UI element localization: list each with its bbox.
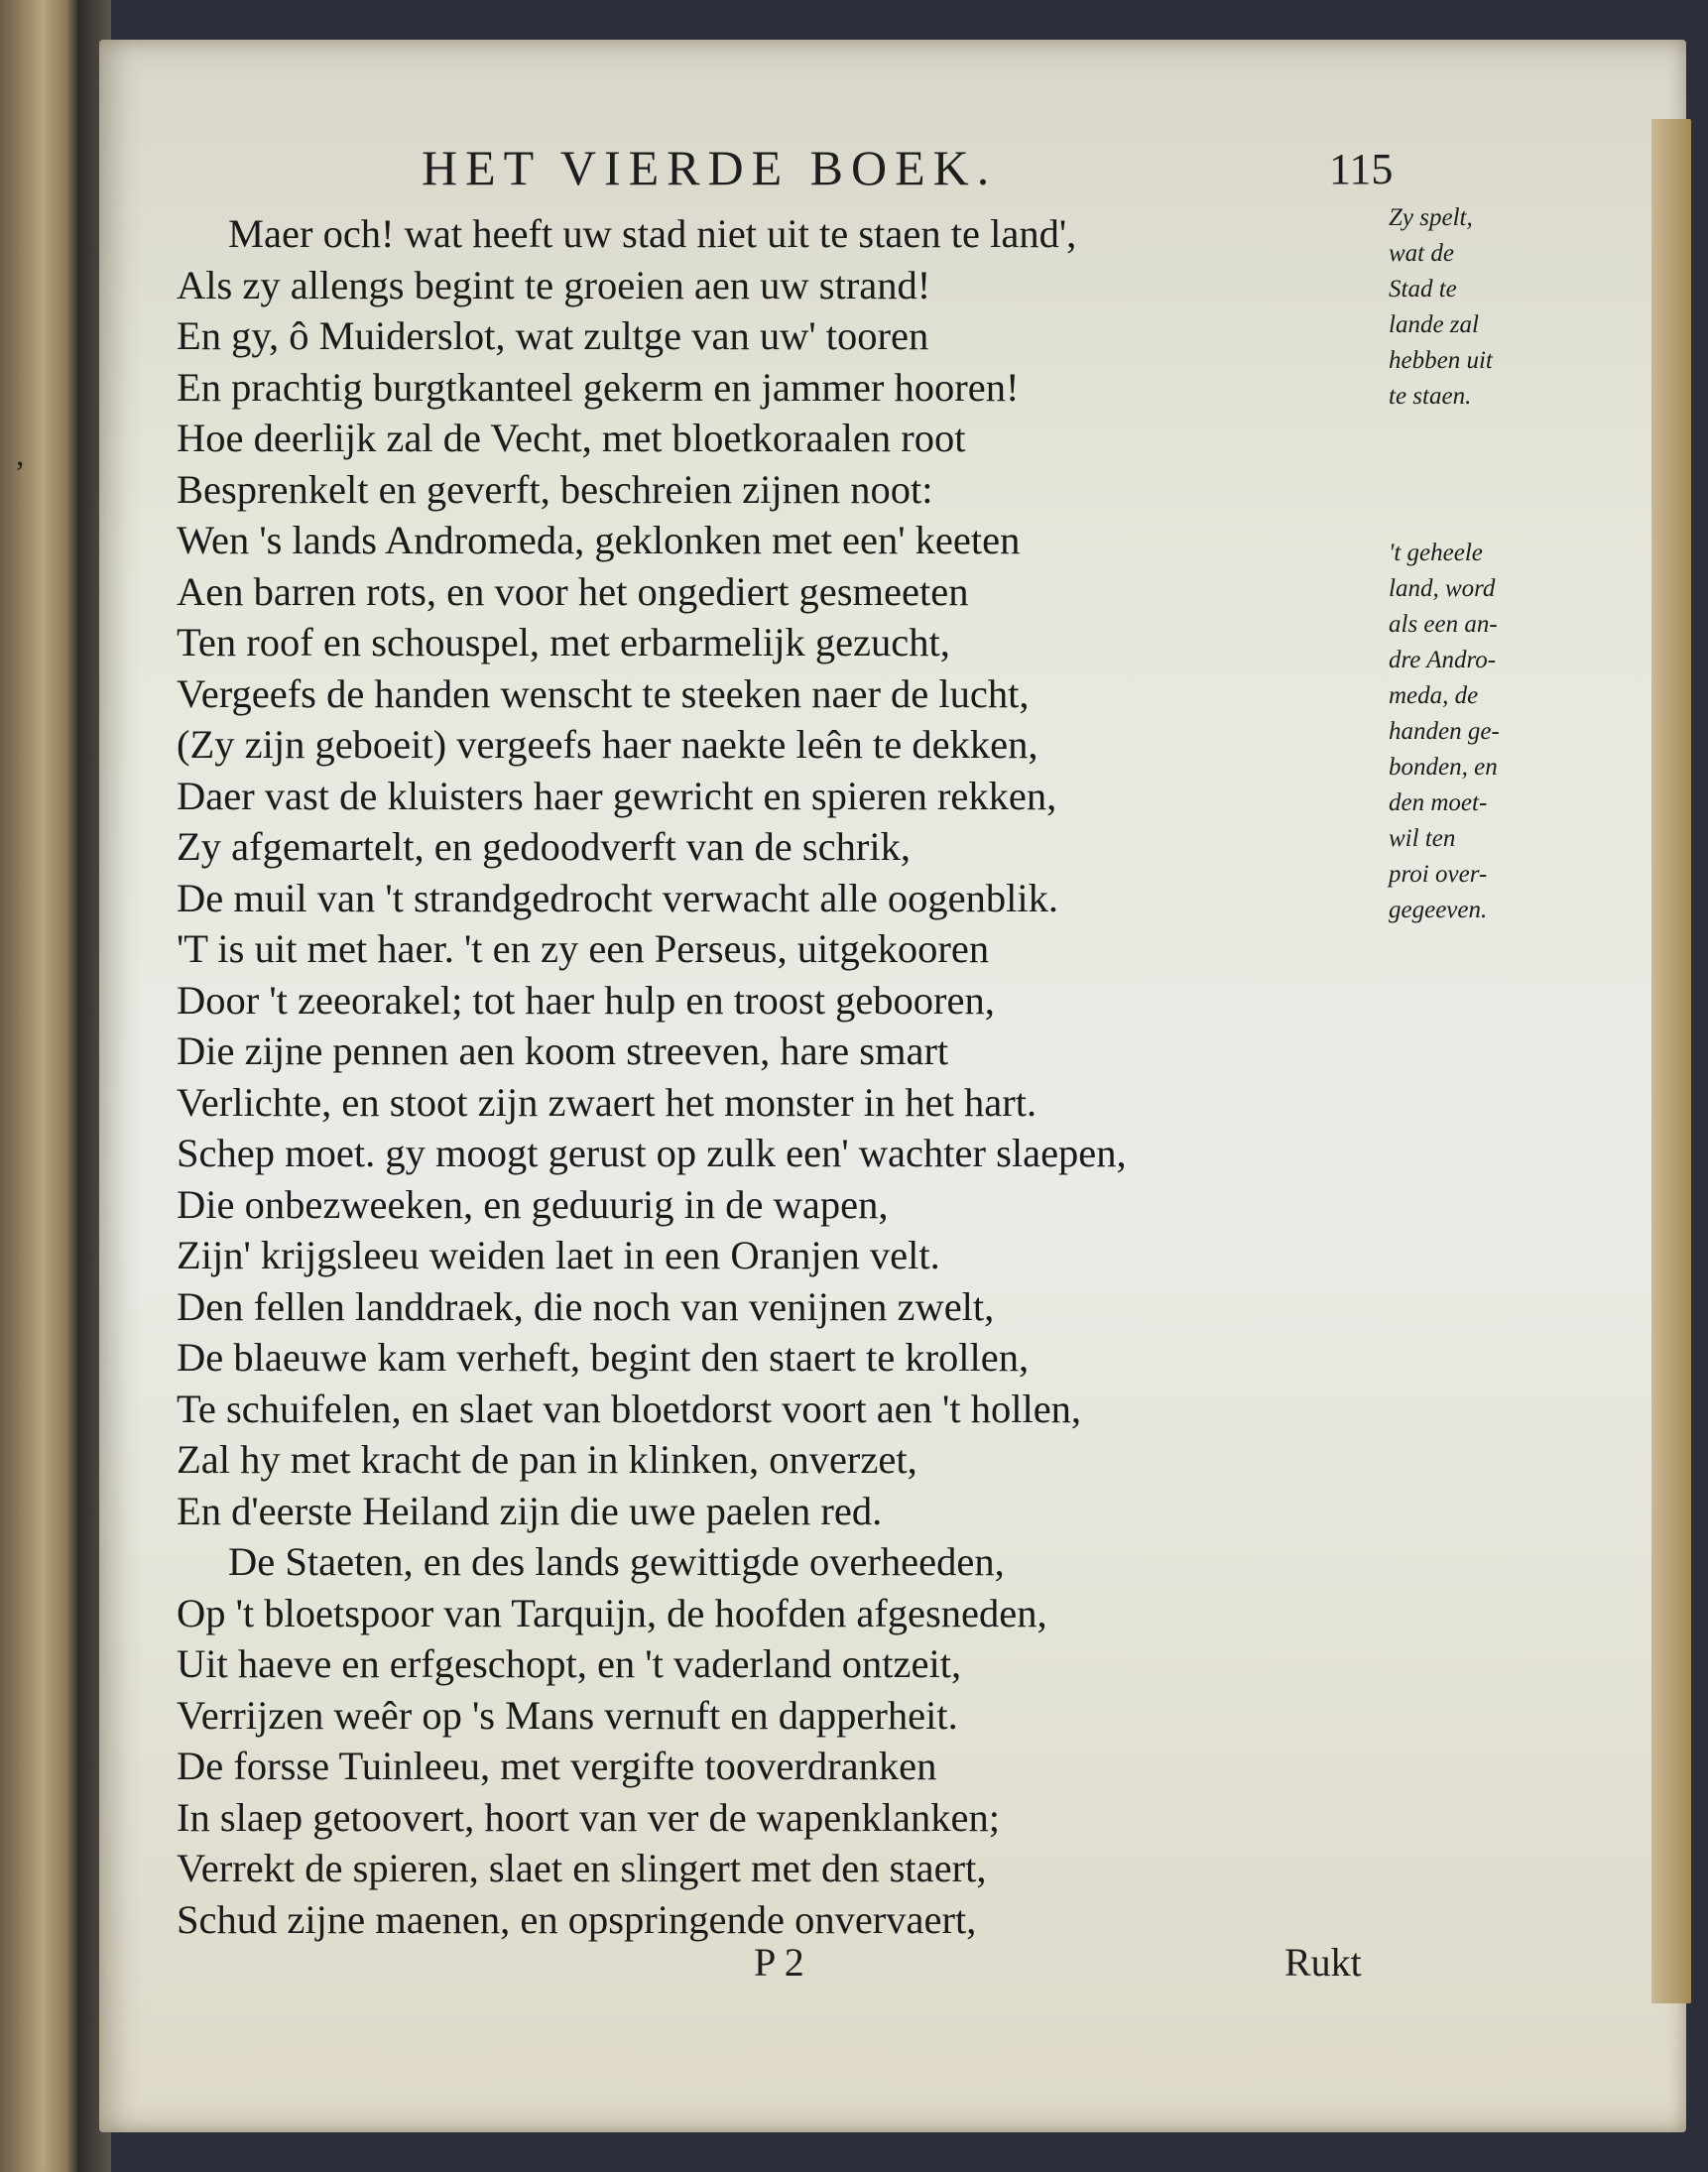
verse-line: Als zy allengs begint te groeien aen uw strand! bbox=[177, 262, 931, 307]
verse-line: Zal hy met kracht de pan in klinken, onverzet, bbox=[177, 1437, 917, 1482]
verse-line: De forsse Tuinleeu, met vergifte tooverdranken bbox=[177, 1744, 937, 1788]
verse-line: Vergeefs de handen wenscht te steeken naer de lucht, bbox=[177, 670, 1030, 716]
verse-line: Verlichte, en stoot zijn zwaert het monster in het hart. bbox=[177, 1079, 1037, 1125]
margin-note-line: meda, de bbox=[1389, 682, 1479, 709]
verse-line: Den fellen landdraek, die noch van venijnen zwelt, bbox=[177, 1283, 995, 1329]
page-number: 115 bbox=[1329, 145, 1394, 193]
verse-line: (Zy zijn geboeit) vergeefs haer naekte leên te dekken, bbox=[177, 722, 1038, 767]
margin-note-line: wil ten bbox=[1389, 825, 1456, 852]
margin-note-line: lande zal bbox=[1389, 311, 1479, 338]
verse-line: Maer och! wat heeft uw stad niet uit te staen te land', bbox=[228, 211, 1077, 256]
verse-line: Wen 's lands Andromeda, geklonken met een' keeten bbox=[177, 518, 1021, 562]
verse-line: De blaeuwe kam verheft, begint den staert te krollen, bbox=[177, 1335, 1030, 1380]
margin-note-line: bonden, en bbox=[1389, 754, 1498, 781]
margin-note-line: Stad te bbox=[1389, 276, 1457, 302]
left-page-edge bbox=[0, 0, 77, 2172]
margin-note-line: als een an- bbox=[1389, 611, 1498, 638]
verse-line: In slaep getoovert, hoort van ver de wapenklanken; bbox=[177, 1794, 1000, 1840]
verse-line: Aen barren rots, en voor het ongediert gesmeeten bbox=[177, 568, 969, 614]
verse-line: En d'eerste Heiland zijn die uwe paelen red. bbox=[177, 1488, 883, 1533]
verse-line: Zy afgemartelt, en gedoodverft van de schrik, bbox=[177, 824, 911, 869]
left-page-mark: , bbox=[16, 436, 25, 473]
verse-line: Uit haeve en erfgeschopt, en 't vaderland ontzeit, bbox=[177, 1641, 962, 1686]
margin-note bbox=[1389, 536, 1567, 928]
margin-note-line: wat de bbox=[1389, 240, 1454, 267]
margin-note-line: gegeeven. bbox=[1389, 897, 1488, 923]
verse-line: 'T is uit met haer. 't en zy een Perseus, uitgekooren bbox=[177, 926, 990, 971]
running-title: HET VIERDE BOEK. bbox=[422, 140, 998, 195]
verse-line: Verrijzen weêr op 's Mans vernuft en dapperheit. bbox=[177, 1692, 958, 1738]
verse-line: Te schuifelen, en slaet van bloetdorst voort aen 't hollen, bbox=[177, 1386, 1082, 1431]
verse-line: Hoe deerlijk zal de Vecht, met bloetkoraalen root bbox=[177, 416, 966, 460]
verse-line: Daer vast de kluisters haer gewricht en spieren rekken, bbox=[177, 773, 1057, 818]
verse-line: Verrekt de spieren, slaet en slingert met den staert, bbox=[177, 1846, 987, 1890]
catchword: Rukt bbox=[1284, 1940, 1362, 1985]
verse-line: Zijn' krijgsleeu weiden laet in een Oranjen velt. bbox=[177, 1233, 940, 1277]
verse-line: En gy, ô Muiderslot, wat zultge van uw' tooren bbox=[177, 313, 929, 358]
verse-line: Schep moet. gy moogt gerust op zulk een' wachter slaepen, bbox=[177, 1131, 1127, 1175]
margin-note-line: land, word bbox=[1389, 575, 1496, 602]
verse-line: De muil van 't strandgedrocht verwacht alle oogenblik. bbox=[177, 875, 1059, 920]
margin-note-line: hebben uit bbox=[1389, 347, 1493, 374]
verse-line: De Staeten, en des lands gewittigde overheeden, bbox=[228, 1539, 1005, 1584]
verse-line: Die zijne pennen aen koom streeven, hare smart bbox=[177, 1028, 949, 1073]
poem-text bbox=[177, 208, 1397, 1945]
margin-note-line: dre Andro- bbox=[1389, 647, 1497, 673]
verse-line: Door 't zeeorakel; tot haer hulp en troost gebooren, bbox=[177, 977, 995, 1023]
margin-note-line: den moet- bbox=[1389, 789, 1488, 816]
margin-note-line: proi over- bbox=[1389, 861, 1488, 888]
verse-line: Die onbezweeken, en geduurig in de wapen, bbox=[177, 1181, 889, 1227]
verse-line: Besprenkelt en geverft, beschreien zijnen noot: bbox=[177, 466, 933, 512]
verse-line: Ten roof en schouspel, met erbarmelijk gezucht, bbox=[177, 620, 950, 664]
verse-line: En prachtig burgtkanteel gekerm en jammer hooren! bbox=[177, 364, 1020, 410]
margin-note-line: Zy spelt, bbox=[1389, 204, 1473, 231]
margin-note-line: 't geheele bbox=[1389, 540, 1483, 566]
signature-mark: P 2 bbox=[754, 1940, 804, 1985]
page-edge bbox=[1651, 119, 1691, 2003]
margin-note-line: handen ge- bbox=[1389, 718, 1500, 745]
margin-note-line: te staen. bbox=[1389, 383, 1472, 410]
margin-note bbox=[1389, 200, 1567, 415]
verse-line: Schud zijne maenen, en opspringende onvervaert, bbox=[177, 1896, 977, 1942]
verse-line: Op 't bloetspoor van Tarquijn, de hoofden afgesneden, bbox=[177, 1590, 1047, 1635]
